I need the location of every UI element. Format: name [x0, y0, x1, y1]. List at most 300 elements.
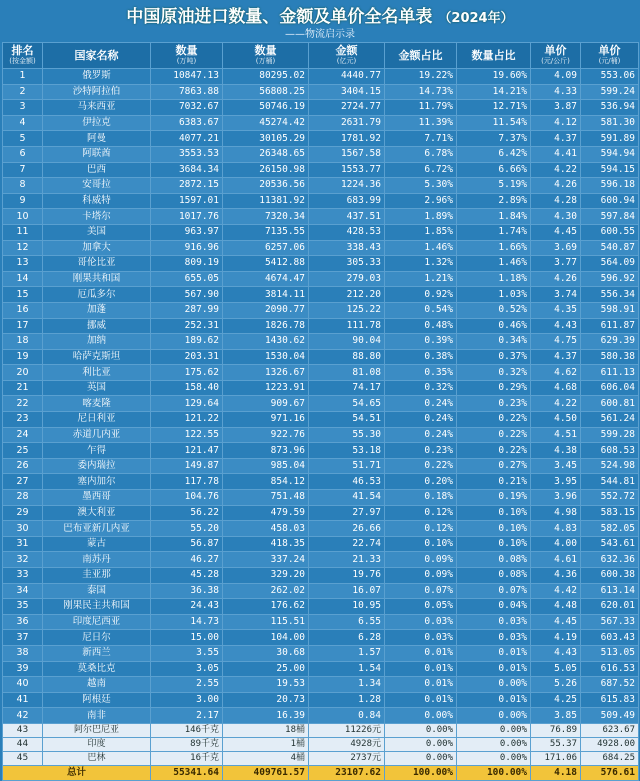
table-row	[3, 630, 639, 646]
price-barrel-cell: 594.15	[581, 162, 639, 178]
amount-share-cell: 0.35%	[385, 365, 457, 381]
country-cell: 加纳	[43, 334, 151, 350]
price-barrel-cell: 599.28	[581, 427, 639, 443]
country-cell: 南非	[43, 708, 151, 724]
country-cell: 印度尼西亚	[43, 614, 151, 630]
qty-barrels-cell: 409761.57	[223, 765, 309, 780]
qty-share-cell: 0.22%	[457, 443, 531, 459]
col-header-country: 国家名称	[43, 43, 151, 69]
rank-cell: 45	[3, 751, 43, 765]
qty-barrels-cell: 26150.98	[223, 162, 309, 178]
title-year: （2024年）	[438, 11, 514, 26]
rank-cell: 9	[3, 193, 43, 209]
amount-share-cell: 1.21%	[385, 271, 457, 287]
price-kg-cell: 3.87	[531, 100, 581, 116]
col-header-price-barrel	[581, 43, 639, 69]
qty-tons-cell: 121.22	[151, 412, 223, 428]
price-barrel-cell: 615.83	[581, 692, 639, 708]
qty-share-cell: 0.01%	[457, 661, 531, 677]
country-cell: 卡塔尔	[43, 209, 151, 225]
rank-cell: 44	[3, 737, 43, 751]
table-row	[3, 162, 639, 178]
price-kg-cell: 4.43	[531, 645, 581, 661]
price-kg-cell: 4.30	[531, 209, 581, 225]
price-kg-header-label: 单价	[544, 44, 567, 57]
page-title	[0, 4, 640, 30]
amount-share-cell: 0.92%	[385, 287, 457, 303]
amount-cell: 54.51	[309, 412, 385, 428]
qty-tons-cell: 56.22	[151, 505, 223, 521]
rank-cell: 13	[3, 256, 43, 272]
price-barrel-cell: 567.33	[581, 614, 639, 630]
amount-share-cell: 0.01%	[385, 645, 457, 661]
qty-tons-cell: 655.05	[151, 271, 223, 287]
qty-share-cell: 0.03%	[457, 630, 531, 646]
price-barrel-cell: 540.87	[581, 240, 639, 256]
price-kg-cell: 3.96	[531, 490, 581, 506]
qty-tons-cell: 3553.53	[151, 146, 223, 162]
amount-share-cell: 6.78%	[385, 146, 457, 162]
amount-share-cell: 5.30%	[385, 178, 457, 194]
qty-tons-cell: 2.55	[151, 677, 223, 693]
country-cell: 加蓬	[43, 302, 151, 318]
country-cell: 南苏丹	[43, 552, 151, 568]
price-barrel-cell: 583.15	[581, 505, 639, 521]
qty-share-cell: 0.03%	[457, 614, 531, 630]
price-barrel-cell: 544.81	[581, 474, 639, 490]
amount-cell: 88.80	[309, 349, 385, 365]
qty-barrels-header-label: 数量	[254, 44, 277, 57]
country-cell: 蒙古	[43, 536, 151, 552]
price-barrel-cell: 608.53	[581, 443, 639, 459]
price-barrel-cell: 600.55	[581, 224, 639, 240]
amount-cell: 2724.77	[309, 100, 385, 116]
amount-share-cell: 0.54%	[385, 302, 457, 318]
qty-tons-cell: 287.99	[151, 302, 223, 318]
rank-cell: 41	[3, 692, 43, 708]
table-row	[3, 256, 639, 272]
qty-share-cell: 19.60%	[457, 69, 531, 85]
qty-barrels-cell: 854.12	[223, 474, 309, 490]
table-row	[3, 599, 639, 615]
country-cell: 尼日尔	[43, 630, 151, 646]
rank-cell: 36	[3, 614, 43, 630]
qty-share-cell: 1.74%	[457, 224, 531, 240]
price-barrel-cell: 616.53	[581, 661, 639, 677]
price-kg-cell: 55.37	[531, 737, 581, 751]
amount-share-cell: 0.00%	[385, 751, 457, 765]
rank-cell: 35	[3, 599, 43, 615]
qty-barrels-cell: 56808.25	[223, 84, 309, 100]
price-kg-cell: 4.26	[531, 178, 581, 194]
amount-share-cell: 1.46%	[385, 240, 457, 256]
qty-share-cell: 0.00%	[457, 751, 531, 765]
amount-cell: 4928元	[309, 737, 385, 751]
qty-tons-cell: 36.38	[151, 583, 223, 599]
price-barrel-cell: 599.24	[581, 84, 639, 100]
qty-share-cell: 0.23%	[457, 396, 531, 412]
amount-cell: 338.43	[309, 240, 385, 256]
qty-tons-cell: 16千克	[151, 751, 223, 765]
amount-share-cell: 11.79%	[385, 100, 457, 116]
amount-cell: 19.76	[309, 568, 385, 584]
price-kg-cell: 4.35	[531, 302, 581, 318]
title-text: 中国原油进口数量、金额及单价全名单表	[126, 7, 433, 27]
amount-cell: 1781.92	[309, 131, 385, 147]
rank-cell: 4	[3, 115, 43, 131]
qty-share-cell: 14.21%	[457, 84, 531, 100]
rank-cell: 11	[3, 224, 43, 240]
qty-barrels-cell: 909.67	[223, 396, 309, 412]
country-cell: 美国	[43, 224, 151, 240]
amount-share-cell: 6.72%	[385, 162, 457, 178]
price-kg-header-unit: (元/公斤)	[541, 57, 570, 65]
rank-cell: 42	[3, 708, 43, 724]
qty-tons-cell: 567.90	[151, 287, 223, 303]
price-kg-cell: 5.26	[531, 677, 581, 693]
qty-share-cell: 100.00%	[457, 765, 531, 780]
qty-share-cell: 1.46%	[457, 256, 531, 272]
country-cell: 阿根廷	[43, 692, 151, 708]
table-row	[3, 677, 639, 693]
table-row	[3, 209, 639, 225]
price-kg-cell: 4.28	[531, 193, 581, 209]
rank-cell: 10	[3, 209, 43, 225]
rank-header-unit: (按金额)	[9, 57, 36, 65]
qty-barrels-cell: 20.73	[223, 692, 309, 708]
rank-cell: 26	[3, 458, 43, 474]
qty-tons-cell: 963.97	[151, 224, 223, 240]
qty-tons-cell: 203.31	[151, 349, 223, 365]
amount-share-cell: 0.24%	[385, 427, 457, 443]
qty-share-cell: 1.66%	[457, 240, 531, 256]
price-barrel-cell: 564.09	[581, 256, 639, 272]
price-barrel-cell: 543.61	[581, 536, 639, 552]
price-barrel-cell: 561.24	[581, 412, 639, 428]
qty-barrels-cell: 1826.78	[223, 318, 309, 334]
price-barrel-cell: 632.36	[581, 552, 639, 568]
table-row	[3, 287, 639, 303]
price-kg-cell: 5.05	[531, 661, 581, 677]
amount-cell: 41.54	[309, 490, 385, 506]
table-row	[3, 131, 639, 147]
rank-cell: 6	[3, 146, 43, 162]
qty-tons-header-label: 数量	[175, 44, 198, 57]
amount-cell: 27.97	[309, 505, 385, 521]
amount-cell: 125.22	[309, 302, 385, 318]
rank-cell: 19	[3, 349, 43, 365]
amount-share-cell: 0.12%	[385, 521, 457, 537]
price-kg-cell: 3.69	[531, 240, 581, 256]
amount-share-cell: 2.96%	[385, 193, 457, 209]
qty-tons-cell: 15.00	[151, 630, 223, 646]
qty-tons-cell: 1017.76	[151, 209, 223, 225]
amount-share-cell: 0.32%	[385, 380, 457, 396]
import-table	[2, 42, 639, 781]
rank-cell: 39	[3, 661, 43, 677]
rank-cell: 30	[3, 521, 43, 537]
amount-share-cell: 0.20%	[385, 474, 457, 490]
amount-share-cell: 0.00%	[385, 737, 457, 751]
price-barrel-header-label: 单价	[598, 44, 621, 57]
price-kg-cell: 3.77	[531, 256, 581, 272]
qty-share-cell: 0.29%	[457, 380, 531, 396]
qty-tons-cell: 2.17	[151, 708, 223, 724]
price-barrel-cell: 597.84	[581, 209, 639, 225]
qty-tons-header-unit: (万吨)	[176, 57, 197, 65]
price-kg-cell: 4.09	[531, 69, 581, 85]
rank-cell: 1	[3, 69, 43, 85]
qty-barrels-cell: 7135.55	[223, 224, 309, 240]
amount-cell: 10.95	[309, 599, 385, 615]
qty-share-cell: 0.00%	[457, 723, 531, 737]
qty-barrels-cell: 115.51	[223, 614, 309, 630]
col-header-rank	[3, 43, 43, 69]
country-cell: 新西兰	[43, 645, 151, 661]
amount-cell: 279.03	[309, 271, 385, 287]
qty-barrels-cell: 26348.65	[223, 146, 309, 162]
rank-cell: 32	[3, 552, 43, 568]
rank-cell: 17	[3, 318, 43, 334]
table-row	[3, 490, 639, 506]
qty-tons-cell: 175.62	[151, 365, 223, 381]
table-row	[3, 271, 639, 287]
price-kg-cell: 4.50	[531, 412, 581, 428]
qty-barrels-cell: 1430.62	[223, 334, 309, 350]
country-cell: 莫桑比克	[43, 661, 151, 677]
table-row-minor	[3, 723, 639, 737]
price-kg-cell: 4.33	[531, 84, 581, 100]
qty-barrels-cell: 329.20	[223, 568, 309, 584]
qty-tons-cell: 24.43	[151, 599, 223, 615]
table-row	[3, 396, 639, 412]
table-row	[3, 193, 639, 209]
amount-share-cell: 0.23%	[385, 443, 457, 459]
table-row	[3, 240, 639, 256]
price-kg-cell: 4.37	[531, 131, 581, 147]
price-kg-cell: 4.68	[531, 380, 581, 396]
qty-barrels-cell: 6257.06	[223, 240, 309, 256]
amount-cell: 46.53	[309, 474, 385, 490]
amount-share-cell: 0.39%	[385, 334, 457, 350]
country-cell: 厄瓜多尔	[43, 287, 151, 303]
qty-barrels-cell: 30.68	[223, 645, 309, 661]
price-kg-cell: 4.43	[531, 318, 581, 334]
amount-share-cell: 0.10%	[385, 536, 457, 552]
qty-share-cell: 0.00%	[457, 737, 531, 751]
price-kg-cell: 4.00	[531, 536, 581, 552]
amount-share-cell: 0.18%	[385, 490, 457, 506]
country-cell: 哈萨克斯坦	[43, 349, 151, 365]
price-barrel-cell: 552.72	[581, 490, 639, 506]
qty-share-cell: 0.52%	[457, 302, 531, 318]
table-row	[3, 661, 639, 677]
amount-share-cell: 0.01%	[385, 677, 457, 693]
amount-cell: 90.04	[309, 334, 385, 350]
country-cell: 赤道几内亚	[43, 427, 151, 443]
price-kg-cell: 4.18	[531, 765, 581, 780]
amount-share-cell: 1.89%	[385, 209, 457, 225]
rank-cell: 24	[3, 427, 43, 443]
country-cell: 喀麦隆	[43, 396, 151, 412]
page-subtitle: ——物流启示录	[285, 29, 355, 40]
qty-tons-cell: 56.87	[151, 536, 223, 552]
qty-tons-cell: 89千克	[151, 737, 223, 751]
amount-cell: 22.74	[309, 536, 385, 552]
qty-barrels-cell: 1桶	[223, 737, 309, 751]
qty-share-cell: 0.34%	[457, 334, 531, 350]
table-row	[3, 349, 639, 365]
table-row	[3, 69, 639, 85]
qty-barrels-cell: 922.76	[223, 427, 309, 443]
qty-tons-cell: 104.76	[151, 490, 223, 506]
qty-barrels-cell: 2090.77	[223, 302, 309, 318]
qty-share-cell: 0.00%	[457, 708, 531, 724]
rank-cell: 20	[3, 365, 43, 381]
qty-barrels-cell: 18桶	[223, 723, 309, 737]
price-barrel-cell: 600.94	[581, 193, 639, 209]
price-barrel-cell: 600.81	[581, 396, 639, 412]
rank-cell: 21	[3, 380, 43, 396]
amount-cell: 81.08	[309, 365, 385, 381]
country-cell: 阿曼	[43, 131, 151, 147]
qty-barrels-cell: 7320.34	[223, 209, 309, 225]
table-row	[3, 552, 639, 568]
table-row	[3, 583, 639, 599]
table-row	[3, 427, 639, 443]
header-row	[3, 43, 639, 69]
qty-share-cell: 2.89%	[457, 193, 531, 209]
price-kg-cell: 4.45	[531, 614, 581, 630]
country-cell: 阿联酋	[43, 146, 151, 162]
qty-barrels-cell: 751.48	[223, 490, 309, 506]
amount-cell: 26.66	[309, 521, 385, 537]
price-barrel-cell: 613.14	[581, 583, 639, 599]
amount-cell: 0.84	[309, 708, 385, 724]
country-cell: 英国	[43, 380, 151, 396]
rank-cell: 28	[3, 490, 43, 506]
qty-tons-cell: 146千克	[151, 723, 223, 737]
amount-cell: 54.65	[309, 396, 385, 412]
qty-barrels-cell: 4674.47	[223, 271, 309, 287]
qty-share-cell: 5.19%	[457, 178, 531, 194]
qty-barrels-cell: 30105.29	[223, 131, 309, 147]
country-cell: 塞内加尔	[43, 474, 151, 490]
price-kg-cell: 4.62	[531, 365, 581, 381]
qty-tons-cell: 3.00	[151, 692, 223, 708]
price-kg-cell: 4.61	[531, 552, 581, 568]
amount-share-cell: 19.22%	[385, 69, 457, 85]
country-cell: 安哥拉	[43, 178, 151, 194]
qty-barrels-header-unit: (万桶)	[255, 57, 276, 65]
price-kg-cell: 4.45	[531, 224, 581, 240]
price-kg-cell: 4.26	[531, 271, 581, 287]
amount-cell: 212.20	[309, 287, 385, 303]
country-cell: 刚果共和国	[43, 271, 151, 287]
amount-cell: 1567.58	[309, 146, 385, 162]
amount-cell: 437.51	[309, 209, 385, 225]
amount-share-cell: 0.05%	[385, 599, 457, 615]
price-barrel-cell: 684.25	[581, 751, 639, 765]
price-kg-cell: 4.25	[531, 692, 581, 708]
table-row	[3, 536, 639, 552]
amount-share-cell: 0.48%	[385, 318, 457, 334]
amount-cell: 53.18	[309, 443, 385, 459]
qty-tons-cell: 809.19	[151, 256, 223, 272]
qty-barrels-cell: 20536.56	[223, 178, 309, 194]
qty-barrels-cell: 985.04	[223, 458, 309, 474]
qty-tons-cell: 14.73	[151, 614, 223, 630]
amount-cell: 683.99	[309, 193, 385, 209]
qty-barrels-cell: 104.00	[223, 630, 309, 646]
rank-cell: 40	[3, 677, 43, 693]
price-barrel-cell: 620.01	[581, 599, 639, 615]
qty-share-cell: 0.08%	[457, 552, 531, 568]
price-barrel-header-unit: (元/桶)	[598, 57, 621, 65]
rank-cell: 38	[3, 645, 43, 661]
rank-cell: 7	[3, 162, 43, 178]
qty-share-cell: 0.07%	[457, 583, 531, 599]
price-kg-cell: 4.22	[531, 162, 581, 178]
rank-header-label: 排名	[11, 44, 34, 57]
qty-share-cell: 0.10%	[457, 505, 531, 521]
table-row	[3, 115, 639, 131]
amount-share-cell: 0.09%	[385, 552, 457, 568]
qty-tons-cell: 252.31	[151, 318, 223, 334]
table-row	[3, 412, 639, 428]
country-cell: 澳大利亚	[43, 505, 151, 521]
qty-share-cell: 0.32%	[457, 365, 531, 381]
qty-tons-cell: 2872.15	[151, 178, 223, 194]
price-barrel-cell: 524.98	[581, 458, 639, 474]
amount-cell: 111.78	[309, 318, 385, 334]
qty-tons-cell: 916.96	[151, 240, 223, 256]
qty-share-cell: 0.10%	[457, 521, 531, 537]
table-row	[3, 443, 639, 459]
qty-tons-cell: 7032.67	[151, 100, 223, 116]
price-kg-cell: 3.95	[531, 474, 581, 490]
price-kg-cell: 3.85	[531, 708, 581, 724]
qty-barrels-cell: 262.02	[223, 583, 309, 599]
amount-cell: 1224.36	[309, 178, 385, 194]
rank-cell: 33	[3, 568, 43, 584]
price-barrel-cell: 580.38	[581, 349, 639, 365]
country-cell: 印度	[43, 737, 151, 751]
qty-tons-cell: 158.40	[151, 380, 223, 396]
country-cell: 墨西哥	[43, 490, 151, 506]
col-header-amount	[309, 43, 385, 69]
price-barrel-cell: 513.05	[581, 645, 639, 661]
price-barrel-cell: 582.05	[581, 521, 639, 537]
qty-share-cell: 0.19%	[457, 490, 531, 506]
price-barrel-cell: 611.87	[581, 318, 639, 334]
price-barrel-cell: 596.18	[581, 178, 639, 194]
price-barrel-cell: 623.67	[581, 723, 639, 737]
table-body	[3, 69, 639, 781]
col-header-qty-barrels	[223, 43, 309, 69]
amount-share-cell: 0.38%	[385, 349, 457, 365]
amount-cell: 1.34	[309, 677, 385, 693]
qty-barrels-cell: 479.59	[223, 505, 309, 521]
qty-share-cell: 0.04%	[457, 599, 531, 615]
qty-tons-cell: 189.62	[151, 334, 223, 350]
rank-cell: 18	[3, 334, 43, 350]
amount-cell: 1.28	[309, 692, 385, 708]
country-cell: 挪威	[43, 318, 151, 334]
rank-cell: 15	[3, 287, 43, 303]
amount-share-cell: 11.39%	[385, 115, 457, 131]
table-row	[3, 146, 639, 162]
